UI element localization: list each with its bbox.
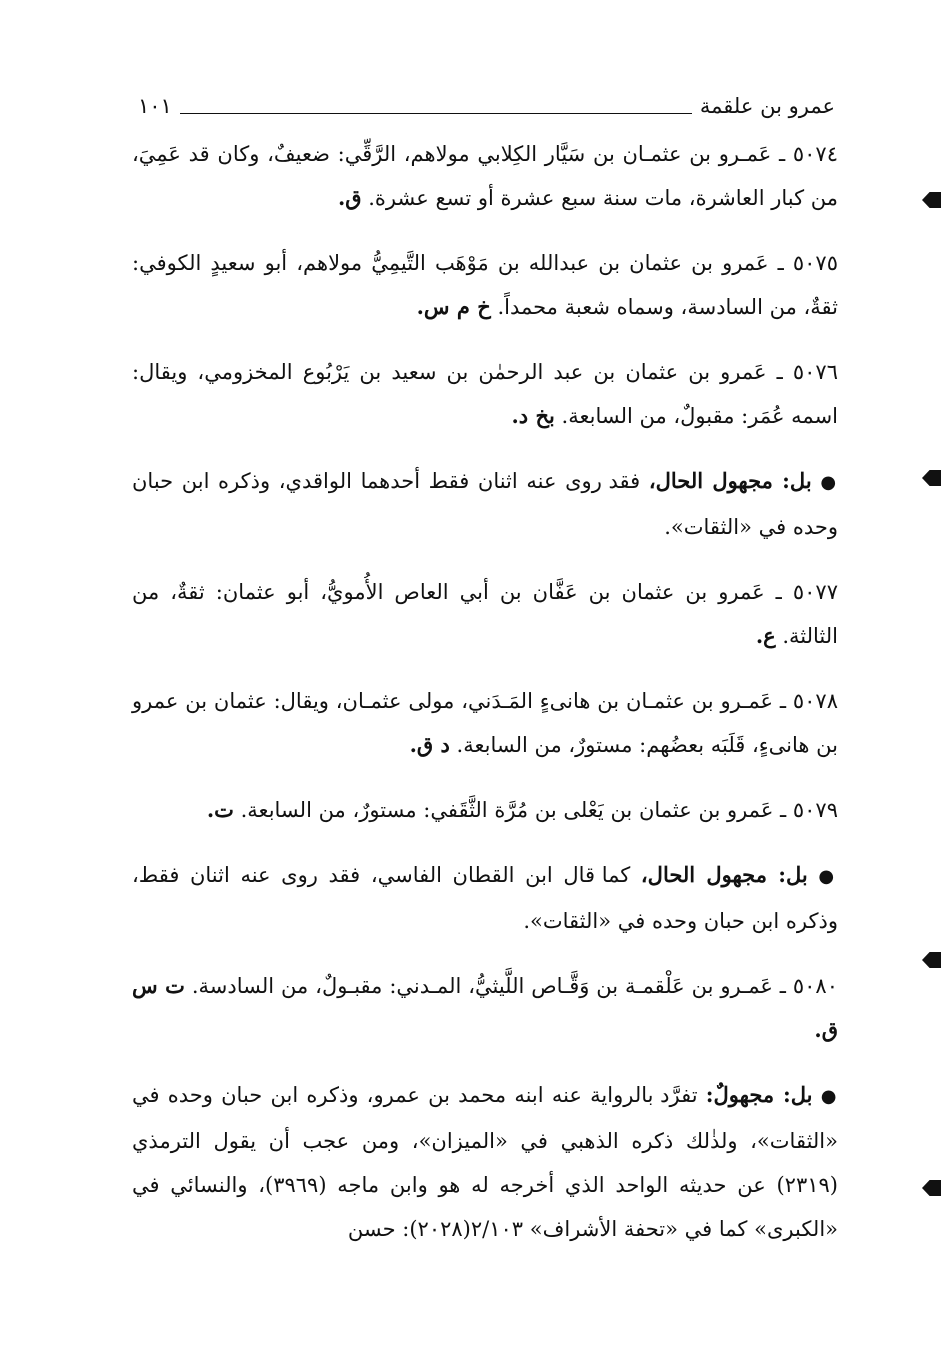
comment-5076 [132,459,838,549]
comment-body: فقد روى عنه اثنان فقط أحدهما الواقدي، وذكره ابن حبان وحده في «الثقات». [132,469,838,539]
entry-body: ـ عَمـرو بن عَلْقمـة بن وَقَّـاص اللَّيثيُّ، المـدني: مقبـولٌ، من السادسة. [191,974,786,998]
margin-tab-mark-icon [922,470,941,486]
comment-5080 [132,1073,838,1251]
entry-rumuz: د ق. [409,732,450,757]
entry-number: ٥٠٧٨ [792,689,838,713]
bullet-icon: ● [818,866,839,887]
margin-tab-mark-icon [922,952,941,968]
margin-tab-mark-icon [922,192,941,208]
comment-lead: بل: مجهول الحال، [640,862,808,887]
entry-5075 [132,241,838,329]
entry-rumuz: ت. [206,797,234,822]
comment-body: تفرَّد بالرواية عنه ابنه محمد بن عمرو، وذكره ابن حبان وحده في «الثقات»، ولذٰلك ذكره الذهبي في «الميزان»، ومن عجب أن يقول الترمذي (٢٣١٩) عن حديثه الواحد الذي أخرجه له هو وابن ماجه (٣٩٦٩)، والنسائي في «الكبرى» كما في «تحفة الأشراف» ٢/١٠٣(٢٠٢٨): حسن [132,1083,838,1241]
entry-rumuz: ع. [755,623,776,648]
bullet-icon: ● [820,1086,838,1107]
entry-body: ـ عَمـرو بن عثمـان بن سَيَّار الكِلابي مولاهم، الرَّقِّي: ضعيفٌ، وكان قد عَمِيَ، من كبار العاشرة، مات سنة سبع عشرة أو تسع عشرة. [132,142,838,210]
entry-rumuz: خ م س. [416,294,491,319]
page-number: ١٠١ [138,94,172,118]
entry-number: ٥٠٧٦ [792,360,838,384]
header-rule [180,113,692,114]
entry-5079 [132,788,838,832]
entry-number: ٥٠٧٧ [792,580,838,604]
comment-5079 [132,853,838,943]
entries-list [132,132,838,1266]
running-header [138,86,835,126]
entry-5080 [132,964,838,1052]
entry-rumuz: ت س ق. [132,973,838,1042]
bullet-icon: ● [820,472,838,493]
entry-body: ـ عَمرو بن عثمان بن يَعْلى بن مُرَّة الثَّقَفي: مستورٌ، من السابعة. [240,798,787,822]
entry-number: ٥٠٧٩ [792,798,838,822]
entry-number: ٥٠٧٥ [792,251,838,275]
margin-tab-mark-icon [922,1180,941,1196]
entry-5077 [132,570,838,658]
comment-body: كما قال ابن القطان الفاسي، فقد روى عنه اثنان فقط، وذكره ابن حبان وحده في «الثقات». [132,863,838,933]
entry-number: ٥٠٧٤ [792,142,838,166]
comment-lead: بل: مجهول الحال، [648,468,812,493]
entry-body: ـ عَمرو بن عثمان بن عَفَّان بن أبي العاص الأُمويُّ، أبو عثمان: ثقةٌ، من الثالثة. [132,580,838,648]
comment-lead: بل: مجهولٌ: [705,1082,813,1107]
entry-rumuz: بخ د. [511,403,555,428]
entry-5078 [132,679,838,767]
entry-5074 [132,132,838,220]
entry-body: ـ عَمرو بن عثمان بن عبد الرحمٰن بن سعيد بن يَرْبُوع المخزومي، ويقال: اسمه عُمَر: مقبولٌ، من السابعة. [132,360,838,428]
entry-5076 [132,350,838,438]
entry-body: ـ عَمرو بن عثمان بن عبدالله بن مَوْهَب التَّيمِيُّ مولاهم، أبو سعيدٍ الكوفي: ثقةٌ، من السادسة، وسماه شعبة محمداً. [132,251,838,319]
entry-rumuz: ق. [337,185,362,210]
entry-body: ـ عَمـرو بن عثمـان بن هانىءٍ المَـدَني، مولى عثمـان، ويقال: عثمان بن عمرو بن هانىءٍ، قَلَبَه بعضُهم: مستورٌ، من السابعة. [132,689,838,757]
entry-number: ٥٠٨٠ [792,974,838,998]
header-title: عمرو بن علقمة [699,94,835,118]
